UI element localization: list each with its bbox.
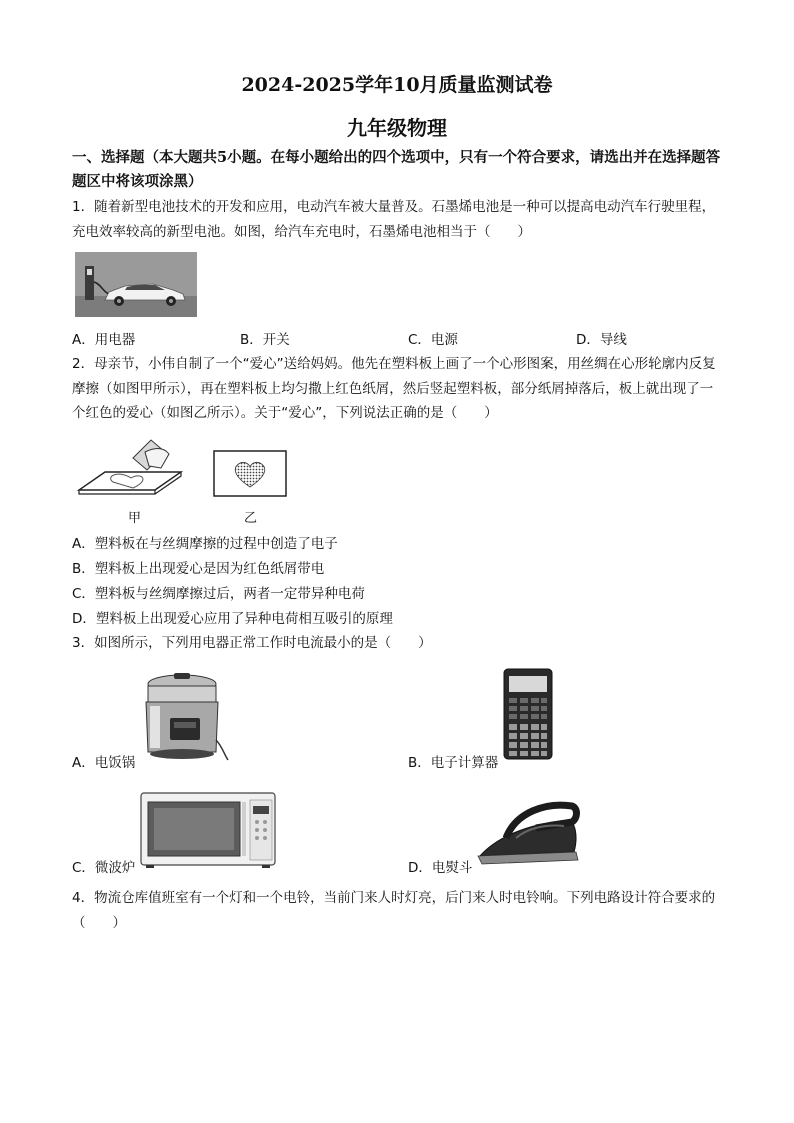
figure-label-yi: 乙 bbox=[244, 511, 258, 526]
q1-option-a[interactable]: A．用电器 bbox=[72, 332, 136, 348]
question-2-stem: 2．母亲节，小伟自制了一个“爱心”送给妈妈。他先在塑料板上画了一个心形图案，用丝绸在心形轮廓内反复摩擦（如图甲所示），再在塑料板上均匀撒上红色纸屑，然后竖起塑料板，部分纸屑掉落后，板上就出现了一个红色的爱心（如图乙所示）。关于“爱心”，下列说法正确的是（ ） bbox=[72, 356, 716, 421]
q2-option-a[interactable]: A．塑料板在与丝绸摩擦的过程中创造了电子 bbox=[72, 536, 338, 552]
heart-board-figure bbox=[213, 450, 287, 497]
silk-rubbing-figure bbox=[75, 432, 185, 498]
rice-cooker-image bbox=[140, 670, 230, 762]
iron-image bbox=[476, 798, 582, 868]
question-1-stem: 1．随着新型电池技术的开发和应用，电动汽车被大量普及。石墨烯电池是一种可以提高电动汽车行驶里程，充电效率较高的新型电池。如图，给汽车充电时，石墨烯电池相当于（ ） bbox=[72, 199, 716, 240]
car-charging-image bbox=[75, 252, 197, 317]
q1-option-c[interactable]: C．电源 bbox=[408, 332, 458, 348]
q3-option-c[interactable]: C．微波炉 bbox=[72, 860, 136, 876]
q3-option-a[interactable]: A．电饭锅 bbox=[72, 755, 136, 771]
exam-title: 2024-2025学年10月质量监测试卷 bbox=[241, 74, 553, 96]
q3-option-d[interactable]: D．电熨斗 bbox=[408, 860, 473, 876]
calculator-image bbox=[503, 668, 553, 760]
q3-option-b[interactable]: B．电子计算器 bbox=[408, 755, 499, 771]
q2-option-c[interactable]: C．塑料板与丝绸摩擦过后，两者一定带异种电荷 bbox=[72, 586, 365, 602]
exam-subject: 九年级物理 bbox=[347, 116, 447, 140]
figure-label-jia: 甲 bbox=[128, 511, 142, 526]
question-4-stem: 4．物流仓库值班室有一个灯和一个电铃，当前门来人时灯亮，后门来人时电铃响。下列电路设计符合要求的（ ） bbox=[72, 890, 716, 931]
microwave-image bbox=[140, 792, 276, 868]
section-heading: 一、选择题（本大题共5小题。在每小题给出的四个选项中，只有一个符合要求，请选出并在选择题答题区中将该项涂黑） bbox=[72, 149, 721, 190]
q2-option-d[interactable]: D．塑料板上出现爱心应用了异种电荷相互吸引的原理 bbox=[72, 611, 393, 627]
q1-option-d[interactable]: D．导线 bbox=[576, 332, 627, 348]
q2-option-b[interactable]: B．塑料板上出现爱心是因为红色纸屑带电 bbox=[72, 561, 325, 577]
question-3-stem: 3．如图所示，下列用电器正常工作时电流最小的是（ ） bbox=[72, 635, 432, 651]
q1-option-b[interactable]: B．开关 bbox=[240, 332, 290, 348]
